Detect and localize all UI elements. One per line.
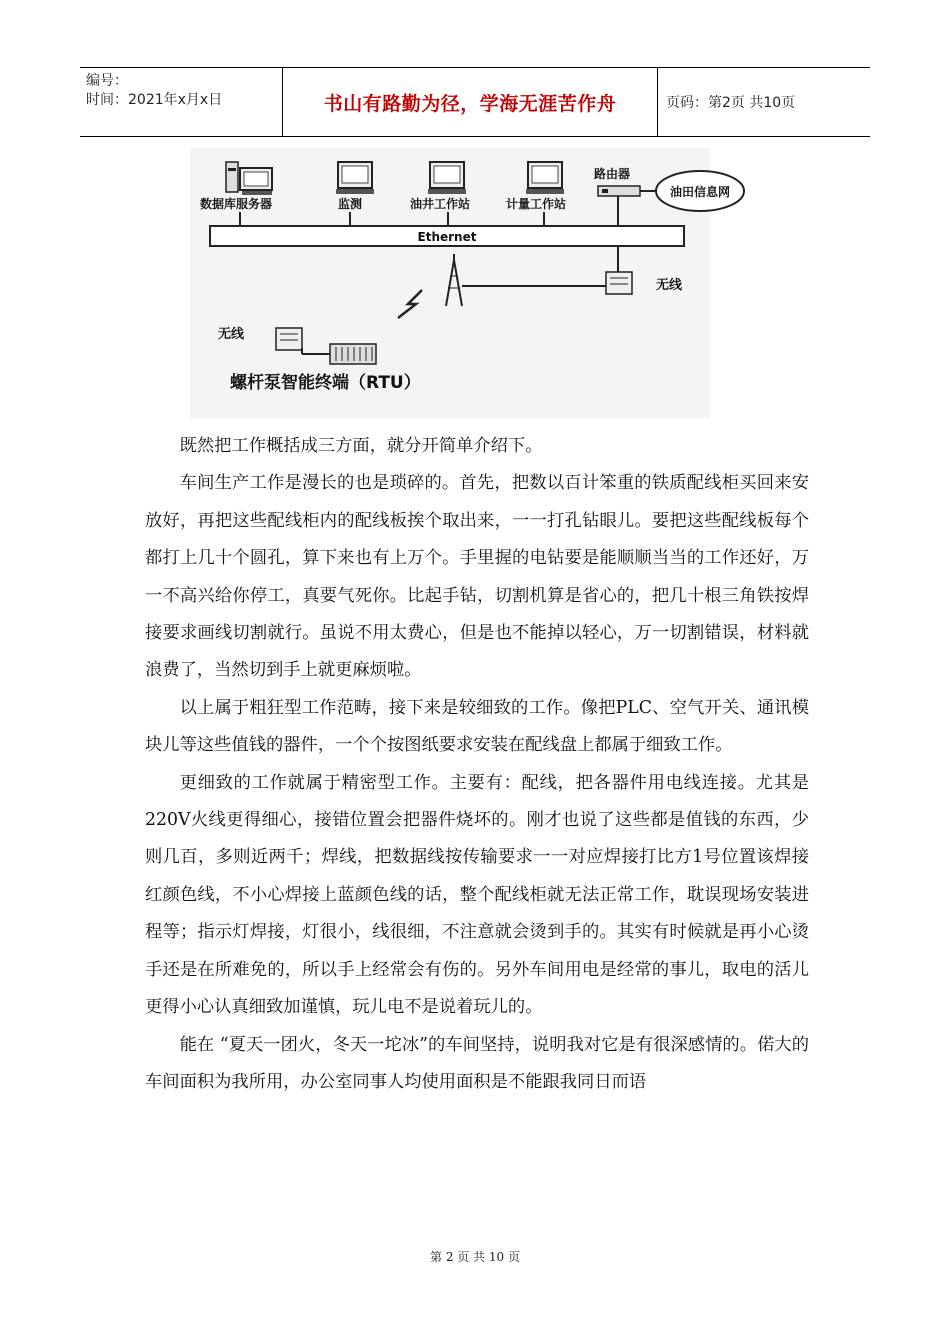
well-station-label: 油井工作站 (410, 197, 471, 211)
time-label: 时间：2021年x月x日 (86, 92, 223, 108)
router-icon (598, 186, 640, 196)
paragraph: 更细致的工作就属于精密型工作。主要有：配线，把各器件用电线连接。尤其是220V火线更得细心，接错位置会把器件烧坏的。刚才也说了这些都是值钱的东西，少则几百，多则近两千；焊线，把数据线按传输要求一一对应焊接打比方1号位置该焊接红颜色线，不小心焊接上蓝颜色线的话，整个配线柜就无法正常工作，耽误现场安装进程等；指示灯焊接，灯很小，线很细，不注意就会烫到手的。其实有时候就是再小心烫手还是在所难免的，所以手上经常会有伤的。另外车间用电是经常的事儿，取电的活儿更得小心认真细致加谨慎，玩儿电不是说着玩儿的。 (145, 772, 809, 1018)
meter-station-label: 计量工作站 (506, 197, 567, 211)
router-label: 路由器 (594, 167, 631, 181)
oilfield-net-label: 油田信息网 (669, 185, 731, 199)
wireless-left-label: 无线 (218, 327, 245, 342)
wireless-right-label: 无线 (656, 278, 683, 293)
paragraph: 以上属于粗狂型工作范畴，接下来是较细致的工作。像把PLC、空气开关、通讯模块儿等这些值钱的器件，一个个按图纸要求安装在配线盘上都属于细致工作。 (145, 697, 809, 756)
header-motto: 书山有路勤为径，学海无涯苦作舟 (283, 68, 658, 136)
rtu-label: 螺杆泵智能终端（RTU） (230, 373, 421, 393)
monitor-icon (526, 162, 564, 194)
monitor-icon (336, 162, 374, 194)
radio-icon (276, 328, 302, 350)
radio-icon (606, 272, 632, 294)
ethernet-label: Ethernet (417, 230, 477, 244)
header-page-label: 页码：第2页 共10页 (666, 95, 796, 111)
paragraph: 车间生产工作是漫长的也是琐碎的。首先，把数以百计笨重的铁质配线柜买回来安放好，再把这些配线柜内的配线板挨个取出来，一一打孔钻眼儿。要把这些配线板每个都打上几十个圆孔，算下来也有上万个。手里握的电钻要是能顺顺当当的工作还好，万一不高兴给你停工，真要气死你。比起手钻，切割机算是省心的，把几十根三角铁按焊接要求画线切割就行。虽说不用太费心，但是也不能掉以轻心，万一切割错误，材料就浪费了，当然切到手上就更麻烦啦。 (145, 473, 809, 681)
db-server-label: 数据库服务器 (200, 197, 273, 211)
page-header (80, 67, 870, 137)
network-diagram (190, 148, 731, 418)
body-text (145, 428, 809, 1101)
header-meta (80, 68, 283, 136)
number-label: 编号： (86, 73, 128, 89)
monitor-label: 监测 (338, 197, 363, 211)
monitor-icon (428, 162, 466, 194)
page-footer: 第 2 页 共 10 页 (430, 1250, 520, 1264)
paragraph: 能在 “夏天一团火，冬天一坨冰”的车间坚持，说明我对它是有很深感情的。偌大的车间面积为我所用，办公室同事人均使用面积是不能跟我同日而语 (145, 1034, 809, 1092)
rtu-icon (330, 344, 376, 364)
paragraph: 既然把工作概括成三方面，就分开简单介绍下。 (179, 436, 543, 456)
